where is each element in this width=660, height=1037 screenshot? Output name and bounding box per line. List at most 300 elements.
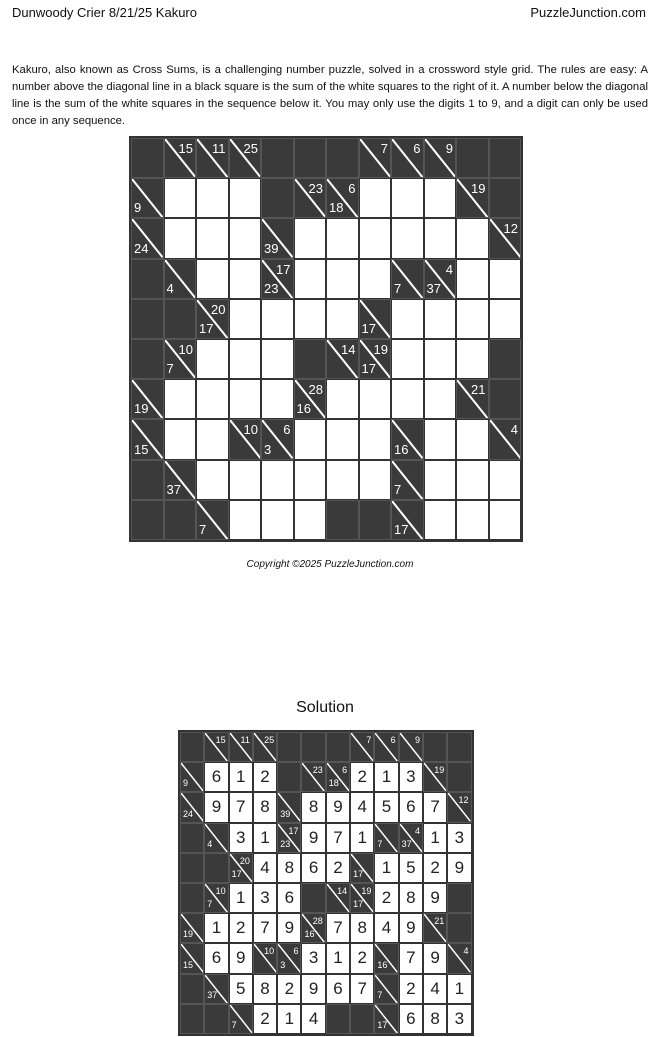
answer-cell[interactable] — [424, 460, 457, 500]
solution-digit-cell — [253, 762, 277, 792]
across-clue: 6 — [413, 141, 421, 156]
down-clue: 3 — [264, 441, 272, 457]
black-cell — [447, 762, 471, 792]
solution-digit: 2 — [236, 918, 246, 938]
black-cell — [301, 732, 325, 762]
answer-cell[interactable] — [326, 218, 359, 258]
solution-digit: 7 — [333, 827, 343, 847]
clue-cell — [180, 913, 204, 943]
answer-cell[interactable] — [326, 299, 359, 339]
solution-digit: 9 — [308, 978, 319, 998]
solution-digit-cell — [350, 943, 374, 973]
clue-cell — [164, 138, 197, 178]
answer-cell[interactable] — [196, 218, 229, 258]
solution-digit-cell — [277, 974, 301, 1004]
across-clue: 25 — [243, 141, 258, 156]
black-cell — [447, 732, 471, 762]
answer-cell[interactable] — [229, 299, 262, 339]
clue-cell — [204, 732, 228, 762]
answer-cell[interactable] — [196, 178, 229, 218]
clue-cell — [423, 913, 447, 943]
down-clue: 19 — [134, 401, 149, 417]
clue-cell — [447, 792, 471, 822]
answer-cell[interactable] — [424, 218, 457, 258]
clue-cell — [261, 259, 294, 299]
clue-cell — [277, 943, 301, 973]
across-clue: 7 — [380, 141, 388, 156]
clue-cell — [359, 138, 392, 178]
solution-digit: 2 — [357, 767, 367, 787]
solution-digit: 1 — [454, 978, 465, 998]
solution-digit: 7 — [260, 918, 270, 938]
across-clue: 17 — [288, 825, 299, 836]
down-clue: 17 — [361, 320, 376, 336]
down-clue: 3 — [280, 959, 286, 970]
answer-cell[interactable] — [424, 178, 457, 218]
down-clue: 16 — [377, 959, 388, 970]
solution-digit-cell — [229, 974, 253, 1004]
puzzle-grid — [129, 136, 523, 542]
solution-digit-cell — [326, 974, 350, 1004]
clue-cell — [131, 218, 164, 258]
solution-digit: 2 — [333, 857, 343, 877]
answer-cell[interactable] — [261, 460, 294, 500]
solution-digit-cell — [277, 883, 301, 913]
across-clue: 6 — [390, 735, 396, 745]
solution-digit: 6 — [284, 888, 295, 908]
down-clue: 17 — [361, 361, 376, 377]
across-clue: 10 — [243, 422, 258, 438]
answer-cell[interactable] — [456, 259, 489, 299]
solution-digit: 5 — [381, 797, 392, 817]
clue-cell — [374, 974, 398, 1004]
solution-digit-cell — [350, 974, 374, 1004]
down-clue: 7 — [231, 1019, 237, 1030]
solution-digit: 4 — [357, 797, 367, 817]
solution-digit-cell — [350, 792, 374, 822]
down-clue: 39 — [280, 808, 291, 819]
black-cell — [180, 883, 204, 913]
across-clue: 10 — [215, 885, 226, 896]
black-cell — [164, 500, 197, 540]
clue-cell — [350, 853, 374, 883]
down-clue: 18 — [329, 200, 344, 216]
solution-digit-cell — [253, 792, 277, 822]
answer-cell[interactable] — [359, 218, 392, 258]
solution-digit: 8 — [260, 978, 270, 998]
clue-cell — [374, 1004, 398, 1034]
clue-cell — [261, 419, 294, 459]
across-clue: 23 — [308, 181, 323, 197]
answer-cell[interactable] — [196, 419, 229, 459]
answer-cell[interactable] — [359, 419, 392, 459]
answer-cell[interactable] — [391, 339, 424, 379]
down-clue: 17 — [394, 521, 409, 537]
answer-cell[interactable] — [489, 500, 522, 540]
black-cell — [131, 460, 164, 500]
solution-digit-cell — [399, 883, 423, 913]
solution-digit-cell — [399, 943, 423, 973]
solution-digit: 7 — [357, 978, 367, 998]
across-clue: 23 — [312, 765, 323, 776]
clue-cell — [326, 762, 350, 792]
solution-digit-cell — [350, 823, 374, 853]
solution-digit: 5 — [236, 978, 246, 998]
down-clue: 7 — [166, 361, 174, 377]
answer-cell[interactable] — [424, 500, 457, 540]
black-cell — [350, 1004, 374, 1034]
across-clue: 9 — [445, 141, 453, 156]
solution-digit-cell — [326, 792, 350, 822]
black-cell — [204, 1004, 228, 1034]
black-cell — [489, 138, 522, 178]
across-clue: 12 — [503, 221, 518, 237]
answer-cell[interactable] — [261, 500, 294, 540]
clue-cell — [196, 299, 229, 339]
solution-title: Solution — [296, 699, 354, 716]
across-clue: 6 — [293, 946, 299, 957]
clue-cell — [326, 178, 359, 218]
clue-cell — [326, 883, 350, 913]
solution-digit: 6 — [211, 767, 222, 787]
answer-cell[interactable] — [359, 259, 392, 299]
solution-digit-cell — [326, 943, 350, 973]
solution-digit: 8 — [406, 888, 416, 908]
answer-cell[interactable] — [456, 299, 489, 339]
down-clue: 9 — [183, 778, 189, 789]
clue-cell — [294, 379, 327, 419]
solution-digit-cell — [229, 883, 253, 913]
clue-cell — [424, 138, 457, 178]
answer-cell[interactable] — [489, 259, 522, 299]
answer-cell[interactable] — [359, 379, 392, 419]
answer-cell[interactable] — [294, 218, 327, 258]
answer-cell[interactable] — [489, 299, 522, 339]
solution-digit-cell — [253, 913, 277, 943]
answer-cell[interactable] — [391, 379, 424, 419]
clue-cell — [359, 339, 392, 379]
down-clue: 7 — [199, 521, 207, 537]
solution-digit: 9 — [308, 827, 319, 847]
clue-cell — [374, 732, 398, 762]
clue-cell — [301, 762, 325, 792]
clue-cell — [447, 943, 471, 973]
clue-cell — [229, 138, 262, 178]
black-cell — [326, 500, 359, 540]
answer-cell[interactable] — [261, 379, 294, 419]
across-clue: 19 — [361, 885, 372, 896]
solution-digit: 7 — [430, 797, 440, 817]
black-cell — [447, 913, 471, 943]
solution-digit: 1 — [236, 888, 246, 908]
answer-cell[interactable] — [326, 259, 359, 299]
answer-cell[interactable] — [261, 339, 294, 379]
answer-cell[interactable] — [164, 218, 197, 258]
solution-digit: 9 — [211, 797, 222, 817]
clue-cell — [399, 732, 423, 762]
across-clue: 11 — [212, 141, 226, 156]
solution-digit-cell — [204, 913, 228, 943]
black-cell — [326, 732, 350, 762]
across-clue: 4 — [414, 825, 420, 836]
answer-cell[interactable] — [196, 460, 229, 500]
answer-cell[interactable] — [456, 500, 489, 540]
solution-digit-cell — [301, 823, 325, 853]
solution-digit-cell — [253, 883, 277, 913]
down-clue: 7 — [394, 481, 402, 497]
clue-cell — [374, 823, 398, 853]
solution-digit: 8 — [430, 1008, 440, 1028]
answer-cell[interactable] — [196, 339, 229, 379]
black-cell — [261, 138, 294, 178]
clue-cell — [131, 178, 164, 218]
solution-digit: 8 — [357, 918, 367, 938]
solution-digit-cell — [229, 943, 253, 973]
header-title: Dunwoody Crier 8/21/25 Kakuro — [12, 5, 197, 20]
solution-digit: 6 — [333, 978, 343, 998]
solution-digit: 1 — [430, 827, 440, 847]
answer-cell[interactable] — [359, 460, 392, 500]
solution-digit: 3 — [406, 767, 416, 787]
solution-digit: 1 — [211, 918, 222, 938]
solution-digit-cell — [423, 943, 447, 973]
across-clue: 20 — [211, 301, 226, 317]
across-clue: 15 — [215, 735, 226, 745]
solution-digit: 6 — [308, 857, 319, 877]
clue-cell — [423, 762, 447, 792]
answer-cell[interactable] — [424, 299, 457, 339]
solution-digit-cell — [253, 1004, 277, 1034]
answer-cell[interactable] — [359, 178, 392, 218]
solution-digit-cell — [399, 974, 423, 1004]
clue-cell — [229, 853, 253, 883]
solution-digit: 9 — [284, 918, 295, 938]
across-clue: 7 — [366, 735, 372, 745]
down-clue: 23 — [264, 280, 279, 296]
solution-digit: 7 — [333, 918, 343, 938]
clue-cell — [374, 943, 398, 973]
answer-cell[interactable] — [229, 178, 262, 218]
solution-digit-cell — [447, 823, 471, 853]
black-cell — [180, 974, 204, 1004]
across-clue: 10 — [178, 341, 193, 357]
solution-digit: 8 — [260, 797, 270, 817]
solution-digit-cell — [253, 974, 277, 1004]
answer-cell[interactable] — [391, 299, 424, 339]
solution-digit: 9 — [236, 948, 246, 968]
down-clue: 4 — [207, 838, 213, 849]
solution-digit-cell — [350, 913, 374, 943]
solution-digit-cell — [301, 1004, 325, 1034]
answer-cell[interactable] — [489, 460, 522, 500]
solution-digit: 6 — [406, 1008, 416, 1028]
answer-cell[interactable] — [164, 419, 197, 459]
clue-cell — [229, 419, 262, 459]
instructions-paragraph: Kakuro, also known as Cross Sums, is a challenging number puzzle, solved in a crossword style grid. The rules are easy: A number above the diagonal line in a black square is the sum of the white squares to the right of it. A number below the diagonal line is the sum of the white squares in the sequence below it. You may only use the digits 1 to 9, and a digit can only be used once in any sequence. — [12, 64, 648, 127]
solution-digit: 9 — [454, 857, 465, 877]
clue-cell — [326, 339, 359, 379]
clue-cell — [301, 913, 325, 943]
solution-digit: 8 — [284, 857, 295, 877]
solution-digit-cell — [423, 853, 447, 883]
answer-cell[interactable] — [294, 299, 327, 339]
across-clue: 28 — [312, 916, 323, 927]
black-cell — [204, 853, 228, 883]
answer-cell[interactable] — [229, 500, 262, 540]
solution-digit-cell — [423, 883, 447, 913]
solution-digit-cell — [447, 853, 471, 883]
answer-cell[interactable] — [261, 299, 294, 339]
solution-digit-cell — [423, 974, 447, 1004]
solution-digit-cell — [374, 762, 398, 792]
answer-cell[interactable] — [229, 379, 262, 419]
clue-cell — [277, 792, 301, 822]
clue-cell — [261, 218, 294, 258]
down-clue: 16 — [304, 929, 315, 940]
across-clue: 4 — [510, 422, 518, 438]
answer-cell[interactable] — [424, 419, 457, 459]
solution-digit-cell — [399, 853, 423, 883]
answer-cell[interactable] — [456, 460, 489, 500]
answer-cell[interactable] — [326, 419, 359, 459]
solution-digit: 1 — [260, 827, 270, 847]
answer-cell[interactable] — [456, 419, 489, 459]
black-cell — [277, 732, 301, 762]
clue-cell — [131, 379, 164, 419]
answer-cell[interactable] — [294, 259, 327, 299]
clue-cell — [229, 732, 253, 762]
clue-cell — [204, 883, 228, 913]
answer-cell[interactable] — [391, 218, 424, 258]
answer-cell[interactable] — [294, 419, 327, 459]
across-clue: 4 — [445, 261, 453, 277]
solution-digit-cell — [423, 792, 447, 822]
answer-cell[interactable] — [229, 339, 262, 379]
down-clue: 23 — [280, 838, 291, 849]
down-clue: 7 — [377, 838, 383, 849]
across-clue: 15 — [178, 141, 193, 156]
answer-cell[interactable] — [196, 379, 229, 419]
clue-cell — [196, 138, 229, 178]
answer-cell[interactable] — [456, 218, 489, 258]
clue-cell — [359, 299, 392, 339]
black-cell — [456, 138, 489, 178]
clue-cell — [204, 823, 228, 853]
solution-digit: 1 — [284, 1008, 295, 1028]
solution-digit-cell — [229, 823, 253, 853]
solution-digit: 3 — [454, 1008, 465, 1028]
solution-digit-cell — [277, 913, 301, 943]
solution-digit: 1 — [381, 767, 392, 787]
clue-cell — [164, 259, 197, 299]
solution-digit: 7 — [236, 797, 246, 817]
solution-digit: 9 — [430, 888, 440, 908]
down-clue: 17 — [231, 868, 242, 879]
solution-digit: 9 — [430, 948, 440, 968]
solution-digit: 5 — [406, 857, 416, 877]
answer-cell[interactable] — [164, 178, 197, 218]
solution-digit: 2 — [260, 1008, 270, 1028]
solution-digit: 3 — [260, 888, 270, 908]
solution-digit-cell — [326, 853, 350, 883]
solution-digit: 4 — [308, 1008, 319, 1028]
down-clue: 17 — [199, 320, 214, 336]
answer-cell[interactable] — [229, 460, 262, 500]
solution-digit: 2 — [284, 978, 295, 998]
down-clue: 7 — [377, 989, 383, 1000]
clue-cell — [180, 762, 204, 792]
solution-digit: 1 — [381, 857, 392, 877]
black-cell — [326, 1004, 350, 1034]
answer-cell[interactable] — [196, 259, 229, 299]
down-clue: 37 — [207, 989, 218, 1000]
down-clue: 17 — [377, 1019, 388, 1030]
solution-digit-cell — [326, 823, 350, 853]
clue-cell — [391, 259, 424, 299]
solution-grid — [178, 730, 474, 1036]
black-cell — [294, 339, 327, 379]
across-clue: 14 — [341, 341, 356, 357]
answer-cell[interactable] — [456, 339, 489, 379]
solution-digit-cell — [374, 913, 398, 943]
solution-digit: 3 — [236, 827, 246, 847]
clue-cell — [456, 178, 489, 218]
across-clue: 4 — [463, 946, 469, 957]
clue-cell — [391, 138, 424, 178]
black-cell — [489, 178, 522, 218]
black-cell — [447, 883, 471, 913]
clue-cell — [180, 792, 204, 822]
solution-digit: 1 — [357, 827, 367, 847]
header-site: PuzzleJunction.com — [530, 5, 646, 20]
answer-cell[interactable] — [229, 259, 262, 299]
solution-digit: 1 — [333, 948, 343, 968]
solution-digit: 3 — [454, 827, 465, 847]
answer-cell[interactable] — [294, 500, 327, 540]
answer-cell[interactable] — [424, 379, 457, 419]
copyright-notice: Copyright ©2025 PuzzleJunction.com — [246, 559, 414, 570]
across-clue: 21 — [471, 382, 486, 398]
solution-digit: 9 — [406, 918, 416, 938]
solution-digit: 8 — [308, 797, 319, 817]
clue-cell — [391, 419, 424, 459]
clue-cell — [489, 419, 522, 459]
down-clue: 18 — [328, 778, 339, 789]
answer-cell[interactable] — [294, 460, 327, 500]
black-cell — [359, 500, 392, 540]
across-clue: 19 — [373, 341, 388, 357]
answer-cell[interactable] — [164, 379, 197, 419]
solution-digit-cell — [326, 913, 350, 943]
answer-cell[interactable] — [424, 339, 457, 379]
answer-cell[interactable] — [229, 218, 262, 258]
down-clue: 17 — [353, 899, 364, 910]
clue-cell — [350, 732, 374, 762]
clue-cell — [180, 943, 204, 973]
solution-digit-cell — [277, 1004, 301, 1034]
answer-cell[interactable] — [326, 460, 359, 500]
across-clue: 11 — [240, 735, 250, 745]
answer-cell[interactable] — [391, 178, 424, 218]
answer-cell[interactable] — [326, 379, 359, 419]
black-cell — [131, 259, 164, 299]
solution-digit-cell — [399, 762, 423, 792]
clue-cell — [204, 974, 228, 1004]
black-cell — [164, 299, 197, 339]
solution-digit: 2 — [406, 978, 416, 998]
solution-digit-cell — [253, 853, 277, 883]
solution-digit: 3 — [308, 948, 319, 968]
